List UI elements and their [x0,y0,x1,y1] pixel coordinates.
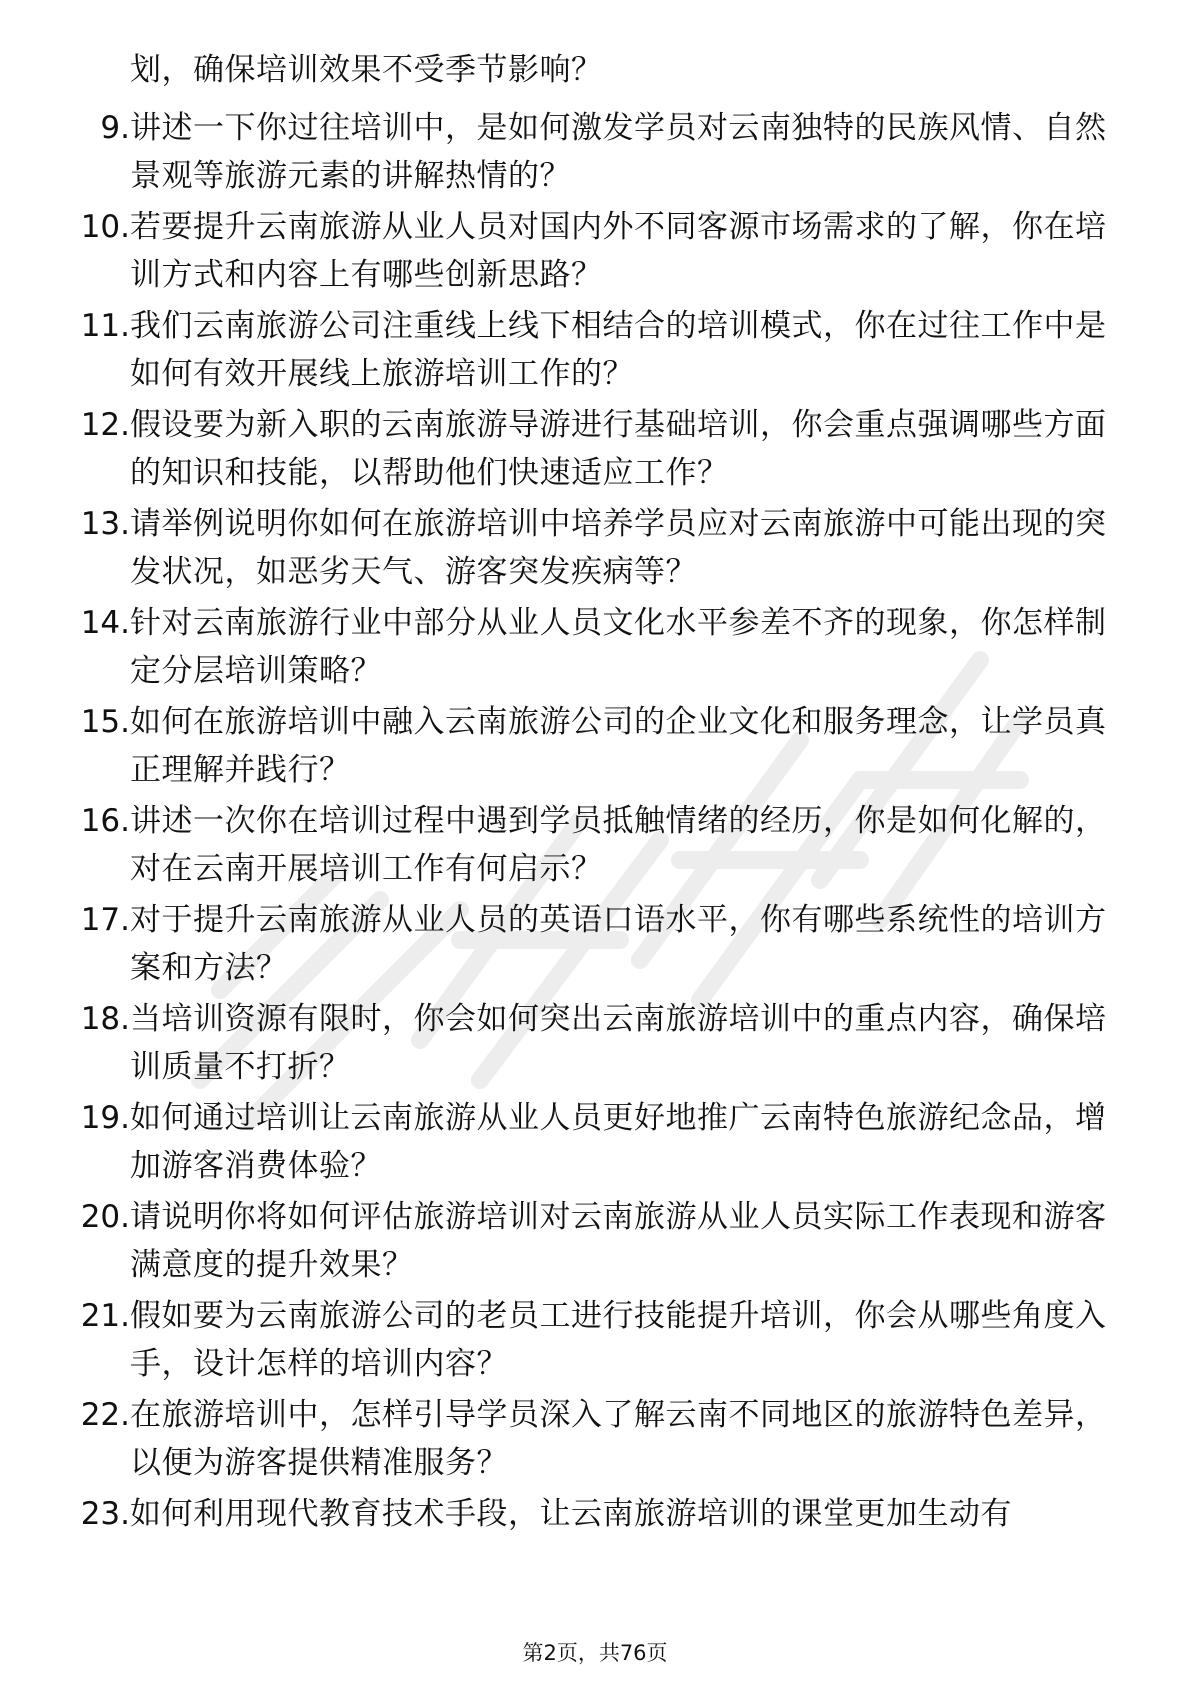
question-number: 23. [80,1496,130,1532]
question-number: 18. [80,1001,130,1037]
question-list [0,104,1190,1541]
question-item [0,401,1190,497]
question-item [0,104,1190,200]
question-item [0,698,1190,794]
question-text: 请举例说明你如何在旅游培训中培养学员应对云南旅游中可能出现的突发状况，如恶劣天气、游客突发疾病等？ [130,506,1107,590]
question-number: 22. [80,1397,130,1433]
question-text: 请说明你将如何评估旅游培训对云南旅游从业人员实际工作表现和游客满意度的提升效果？ [130,1199,1107,1283]
question-item [0,995,1190,1091]
question-item [0,1094,1190,1190]
question-item [0,1391,1190,1487]
question-text: 若要提升云南旅游从业人员对国内外不同客源市场需求的了解，你在培训方式和内容上有哪些创新思路？ [130,209,1107,293]
question-number: 9. [100,110,130,146]
question-number: 19. [80,1100,130,1136]
question-number: 20. [80,1199,130,1235]
question-number: 16. [80,803,130,839]
question-number: 15. [80,704,130,740]
question-item [0,302,1190,398]
question-text: 假如要为云南旅游公司的老员工进行技能提升培训，你会从哪些角度入手，设计怎样的培训内容？ [130,1298,1107,1382]
question-text: 讲述一下你过往培训中，是如何激发学员对云南独特的民族风情、自然景观等旅游元素的讲解热情的？ [130,110,1107,194]
question-text: 假设要为新入职的云南旅游导游进行基础培训，你会重点强调哪些方面的知识和技能，以帮助他们快速适应工作？ [130,407,1107,491]
question-text: 如何通过培训让云南旅游从业人员更好地推广云南特色旅游纪念品，增加游客消费体验？ [130,1100,1107,1184]
question-number: 10. [80,209,130,245]
question-item [0,599,1190,695]
question-text: 在旅游培训中，怎样引导学员深入了解云南不同地区的旅游特色差异，以便为游客提供精准服务？ [130,1397,1107,1481]
question-number: 21. [80,1298,130,1334]
question-text: 对于提升云南旅游从业人员的英语口语水平，你有哪些系统性的培训方案和方法？ [130,902,1107,986]
question-text: 如何在旅游培训中融入云南旅游公司的企业文化和服务理念，让学员真正理解并践行？ [130,704,1107,788]
question-number: 11. [80,308,130,344]
question-text: 针对云南旅游行业中部分从业人员文化水平参差不齐的现象，你怎样制定分层培训策略？ [130,605,1107,689]
question-item [0,1292,1190,1388]
continued-question-text: 划，确保培训效果不受季节影响？ [130,52,603,88]
question-text: 当培训资源有限时，你会如何突出云南旅游培训中的重点内容，确保培训质量不打折？ [130,1001,1107,1085]
question-number: 12. [80,407,130,443]
question-item [0,1193,1190,1289]
question-text: 我们云南旅游公司注重线上线下相结合的培训模式，你在过往工作中是如何有效开展线上旅游培训工作的？ [130,308,1107,392]
question-item [0,797,1190,893]
question-number: 14. [80,605,130,641]
question-item [0,500,1190,596]
question-item [0,203,1190,299]
question-item [0,1490,1190,1538]
question-text: 讲述一次你在培训过程中遇到学员抵触情绪的经历，你是如何化解的，对在云南开展培训工作有何启示？ [130,803,1107,887]
question-number: 17. [80,902,130,938]
question-number: 13. [80,506,130,542]
question-text: 如何利用现代教育技术手段，让云南旅游培训的课堂更加生动有 [130,1496,1012,1532]
page-footer: 第2页，共76页 [522,1641,668,1665]
question-item [0,896,1190,992]
